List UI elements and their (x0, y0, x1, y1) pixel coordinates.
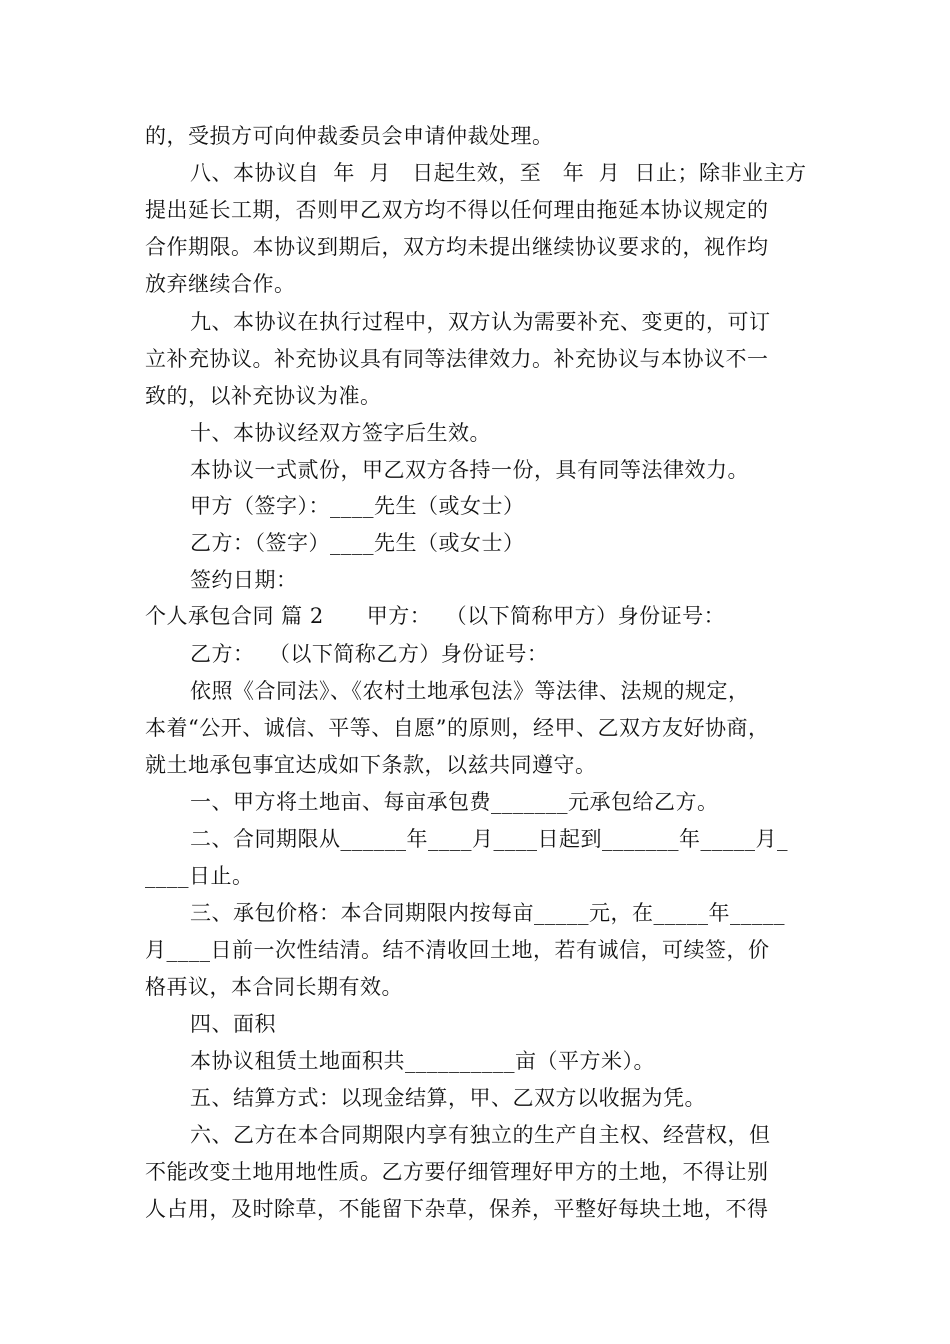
text-line: 提出延长工期，否则甲乙双方均不得以任何理由拖延本协议规定的 (145, 198, 769, 222)
text-line: 六、乙方在本合同期限内享有独立的生产自主权、经营权，但 (190, 1123, 771, 1147)
signature-line-party-a: 甲方（签字）：____先生（或女士） (190, 494, 525, 518)
text-line: 一、甲方将土地亩、每亩承包费_______元承包给乙方。 (190, 790, 719, 814)
text-line: 合作期限。本协议到期后，双方均未提出继续协议要求的，视作均 (145, 235, 769, 259)
text-line: 本着“公开、诚信、平等、自愿”的原则，经甲、乙双方友好协商， (145, 716, 770, 740)
text-line: 五、结算方式：以现金结算，甲、乙双方以收据为凭。 (190, 1086, 706, 1110)
text-line: 放弃继续合作。 (145, 272, 296, 296)
section-heading: 个人承包合同 篇 2 甲方： （以下简称甲方）身份证号： (145, 604, 726, 628)
text-line: 致的，以补充协议为准。 (145, 384, 382, 408)
signature-line-party-b: 乙方：（签字）____先生（或女士） (190, 531, 525, 555)
text-line: 四、面积 (190, 1012, 276, 1036)
text-line: 月____日前一次性结清。结不清收回土地，若有诚信，可续签，价 (145, 938, 770, 962)
text-line: 依照《合同法》、《农村土地承包法》等法律、法规的规定， (190, 679, 750, 703)
text-line: ____日止。 (145, 864, 254, 888)
text-line: 十、本协议经双方签字后生效。 (190, 421, 491, 445)
text-line: 格再议，本合同长期有效。 (145, 975, 403, 999)
text-line: 九、本协议在执行过程中，双方认为需要补充、变更的，可订 (190, 310, 771, 334)
text-line: 二、合同期限从______年____月____日起到_______年_____月_ (190, 827, 788, 851)
text-line: 本协议租赁土地面积共__________亩（平方米）。 (190, 1049, 655, 1073)
text-line: 八、本协议自 年 月 日起生效，至 年 月 日止；除非业主方 (190, 161, 807, 185)
text-line: 三、承包价格：本合同期限内按每亩_____元，在_____年_____ (190, 901, 785, 925)
text-line: 不能改变土地用地性质。乙方要仔细管理好甲方的土地，不得让别 (145, 1160, 769, 1184)
text-line: 的，受损方可向仲裁委员会申请仲裁处理。 (145, 124, 554, 148)
text-line: 本协议一式贰份，甲乙双方各持一份，具有同等法律效力。 (190, 458, 749, 482)
text-line: 立补充协议。补充协议具有同等法律效力。补充协议与本协议不一 (145, 347, 769, 371)
text-line: 乙方： （以下简称乙方）身份证号： (190, 642, 549, 666)
text-line: 就土地承包事宜达成如下条款，以兹共同遵守。 (145, 753, 597, 777)
signing-date-label: 签约日期： (190, 568, 298, 592)
text-line: 人占用，及时除草，不能留下杂草，保养，平整好每块土地，不得 (145, 1197, 769, 1221)
